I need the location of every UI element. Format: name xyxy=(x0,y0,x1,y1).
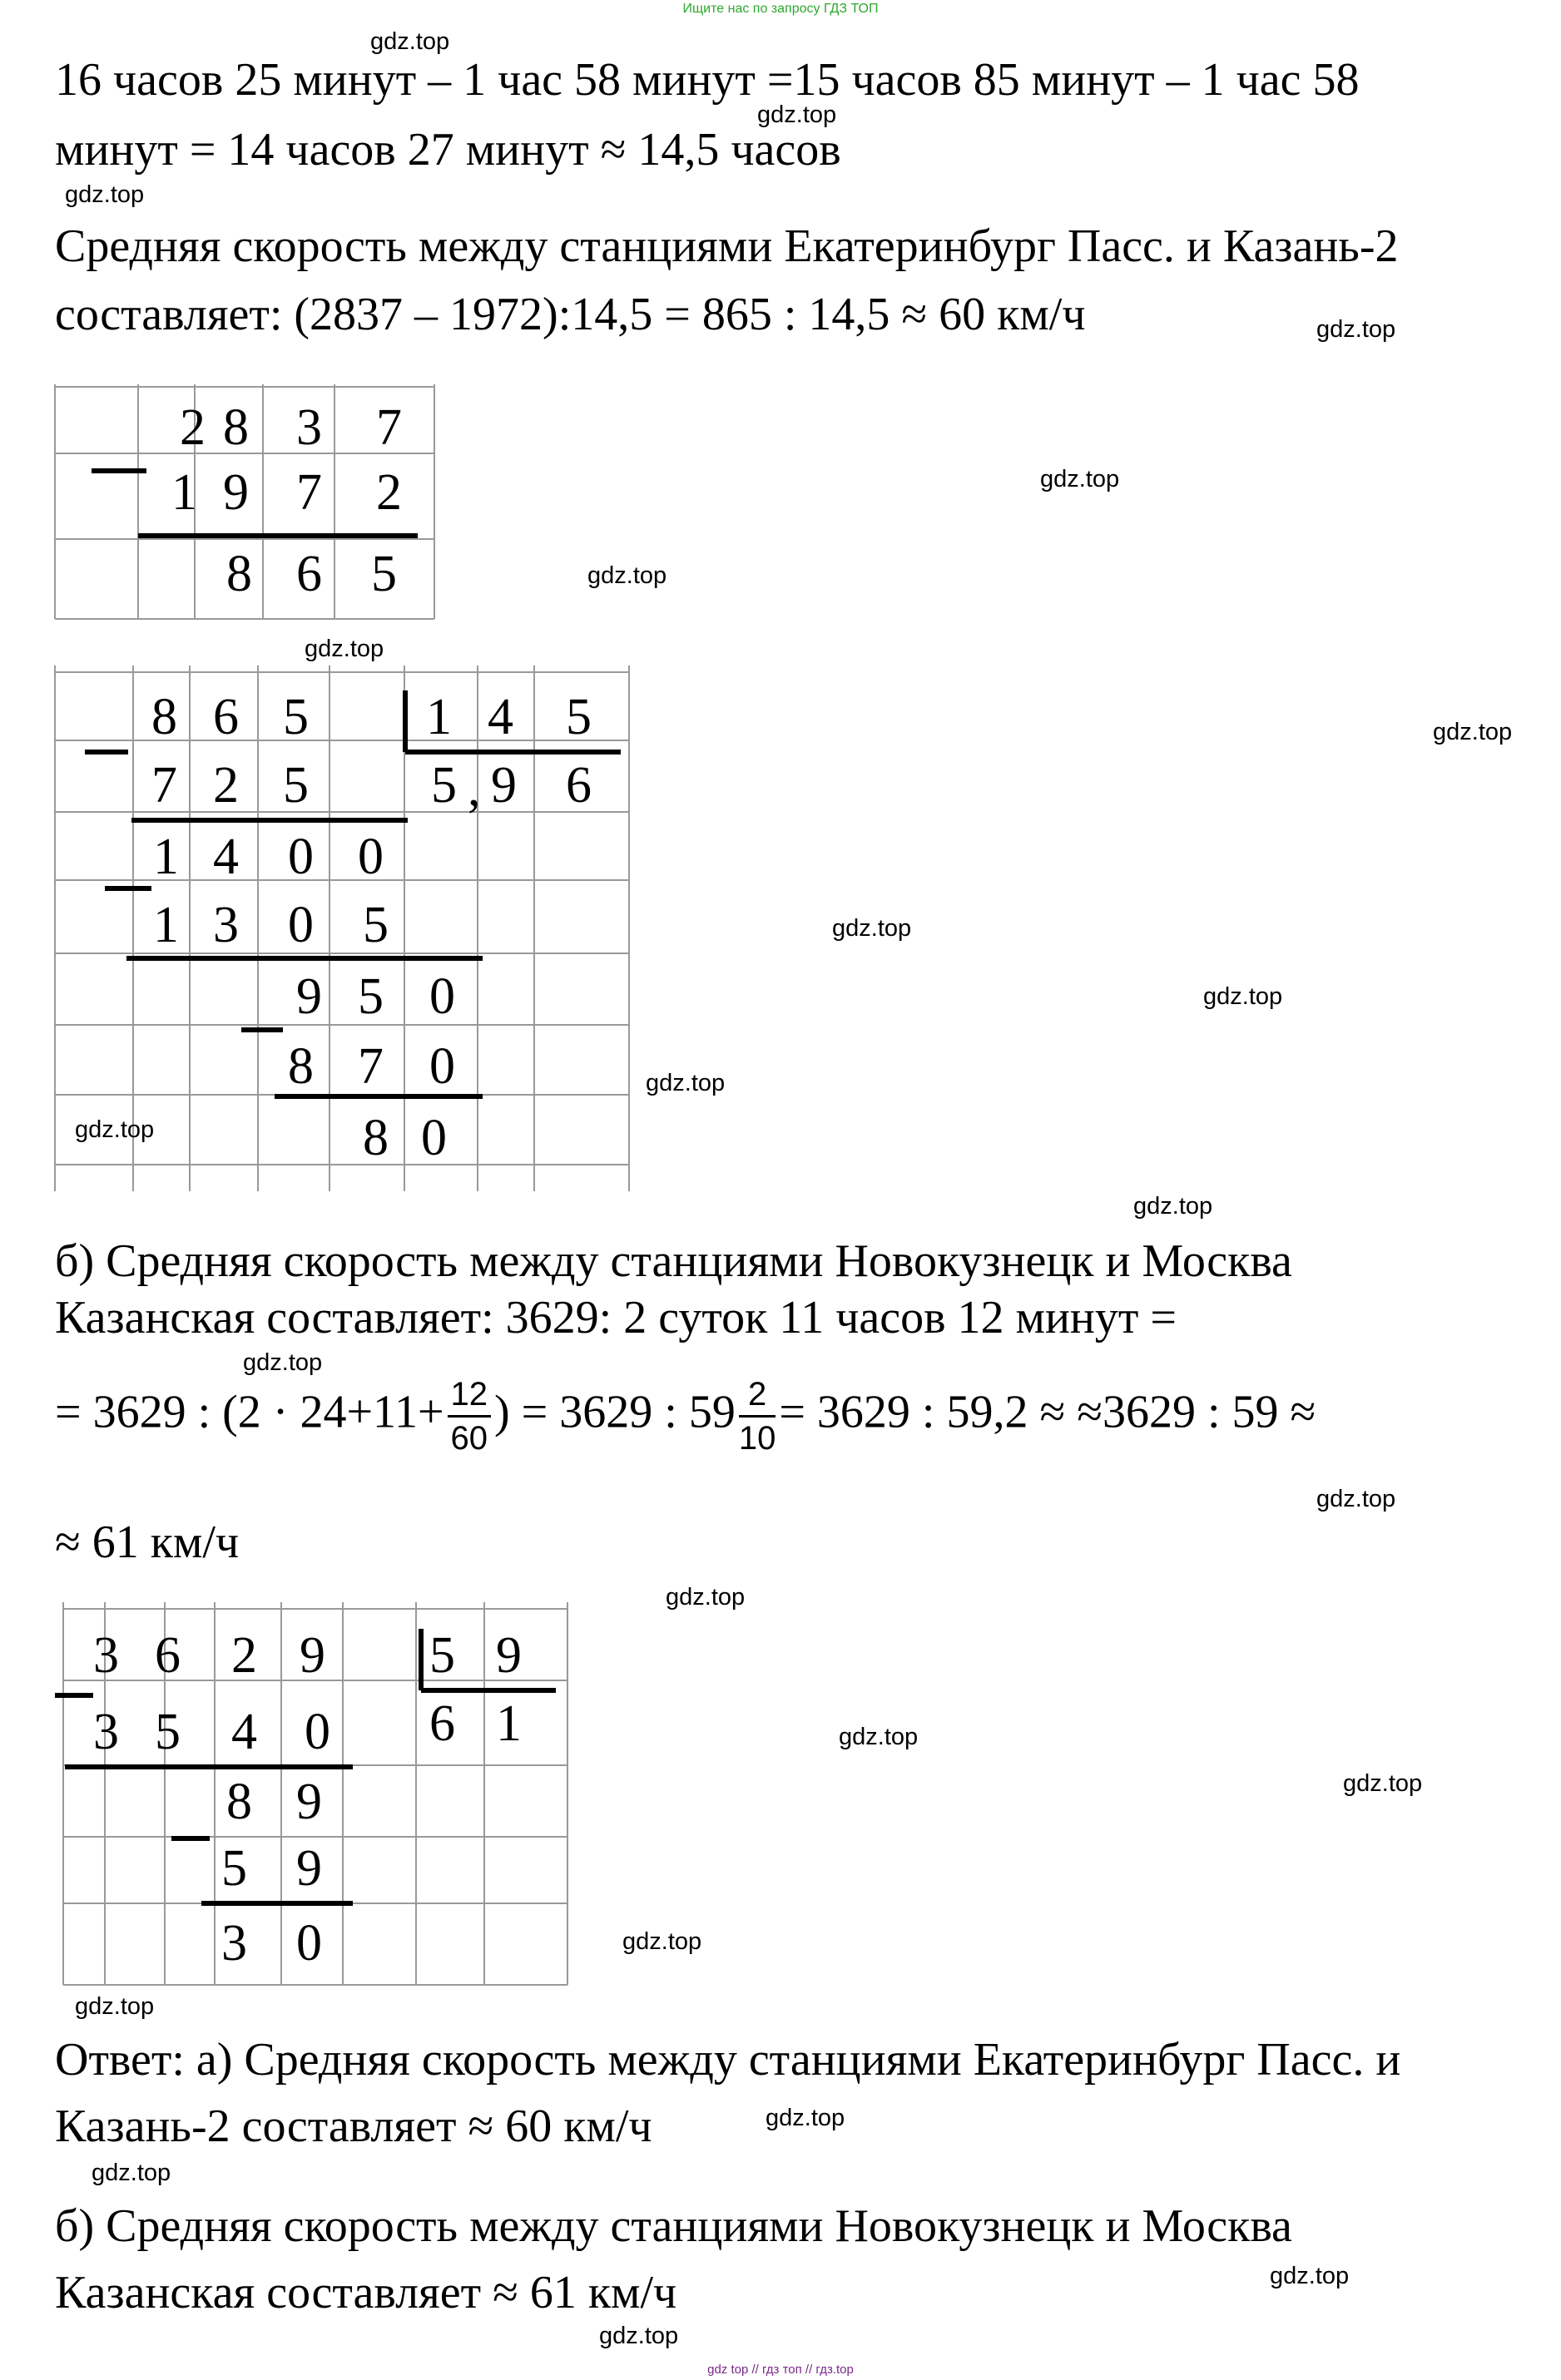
formula-part-3: = 3629 : 59,2 ≈ ≈3629 : 59 ≈ xyxy=(779,1386,1316,1438)
minuend-digits xyxy=(180,399,402,456)
digit: 7 xyxy=(358,1038,384,1095)
digit: 0 xyxy=(421,1110,447,1166)
digit: 9 xyxy=(223,464,249,521)
digit: 3 xyxy=(296,399,322,456)
subtrahend-digits xyxy=(171,464,402,521)
watermark: gdz.top xyxy=(832,915,912,942)
digit: 5 xyxy=(363,897,389,953)
digit: 9 xyxy=(296,968,322,1025)
digit: 8 xyxy=(151,689,177,745)
watermark: gdz.top xyxy=(757,101,837,128)
digit: 1 xyxy=(171,464,197,521)
digit: , xyxy=(468,760,481,817)
digit: 2 xyxy=(213,757,239,814)
watermark: gdz.top xyxy=(622,1928,702,1955)
fraction-12-60 xyxy=(448,1377,492,1456)
digit: 0 xyxy=(429,1038,455,1095)
formula-line xyxy=(55,1377,1316,1456)
digit: 0 xyxy=(305,1704,330,1760)
formula-part-2: ) = 3629 : 59 xyxy=(494,1386,736,1438)
digit: 1 xyxy=(153,897,179,953)
digit: 2 xyxy=(376,464,402,521)
digit: 5 xyxy=(429,1627,455,1684)
watermark: gdz.top xyxy=(75,1116,155,1143)
digit: 1 xyxy=(153,829,179,885)
watermark: gdz.top xyxy=(370,28,450,55)
text-line-1: 16 часов 25 минут – 1 час 58 минут =15 часов 85 минут – 1 час 58 xyxy=(55,54,1360,106)
watermark: gdz.top xyxy=(646,1070,726,1096)
text-line-5: б) Средняя скорость между станциями Новокузнецк и Москва xyxy=(55,1235,1292,1287)
bottom-banner[interactable]: gdz top // гдз топ // гдз.top xyxy=(707,2363,854,2377)
digit: 5 xyxy=(283,689,309,745)
difference-digits xyxy=(226,546,397,602)
digit: 2 xyxy=(231,1627,257,1684)
watermark: gdz.top xyxy=(766,2105,845,2131)
watermark: gdz.top xyxy=(1343,1770,1423,1797)
watermark: gdz.top xyxy=(1270,2263,1350,2289)
division-grid-2 xyxy=(63,1602,579,1993)
digit: 0 xyxy=(288,897,314,953)
watermark: gdz.top xyxy=(305,636,384,662)
watermark: gdz.top xyxy=(839,1724,919,1750)
digit: 8 xyxy=(363,1110,389,1166)
digit: 8 xyxy=(226,1774,252,1830)
digit: 3 xyxy=(221,1915,247,1972)
digit: 7 xyxy=(296,464,322,521)
digit: 0 xyxy=(358,829,384,885)
answer-line-1: Ответ: а) Средняя скорость между станциями Екатеринбург Пасс. и xyxy=(55,2034,1401,2086)
digit: 6 xyxy=(155,1627,181,1684)
digit: 4 xyxy=(231,1704,257,1760)
text-line-3: Средняя скорость между станциями Екатеринбург Пасс. и Казань-2 xyxy=(55,220,1399,272)
digit: 5 xyxy=(283,757,309,814)
watermark: gdz.top xyxy=(1133,1193,1213,1220)
digit: 7 xyxy=(376,399,402,456)
digit: 6 xyxy=(213,689,239,745)
fraction-denominator: 60 xyxy=(450,1420,488,1457)
fraction-numerator: 12 xyxy=(448,1377,492,1418)
watermark: gdz.top xyxy=(587,562,667,589)
digit: 9 xyxy=(296,1840,322,1897)
digit: 0 xyxy=(429,968,455,1025)
digit: 0 xyxy=(288,829,314,885)
watermark: gdz.top xyxy=(1316,1486,1396,1512)
digit: 9 xyxy=(296,1774,322,1830)
text-line-8: ≈ 61 км/ч xyxy=(55,1517,240,1568)
digit: 8 xyxy=(288,1038,314,1095)
digit: 0 xyxy=(296,1915,322,1972)
digit: 5 xyxy=(431,757,457,814)
digit: 8 xyxy=(226,546,252,602)
digit: 5 xyxy=(155,1704,181,1760)
fraction-2-10 xyxy=(739,1377,776,1456)
formula-part-1: = 3629 : (2 · 24+11+ xyxy=(55,1386,444,1438)
digit: 4 xyxy=(213,829,239,885)
answer-line-2: Казань-2 составляет ≈ 60 км/ч xyxy=(55,2100,652,2152)
digit: 5 xyxy=(566,689,592,745)
watermark: gdz.top xyxy=(1040,466,1120,492)
digit: 1 xyxy=(426,689,452,745)
watermark: gdz.top xyxy=(243,1349,323,1376)
text-line-6: Казанская составляет: 3629: 2 суток 11 часов 12 минут = xyxy=(55,1292,1177,1343)
watermark: gdz.top xyxy=(599,2323,679,2349)
watermark: gdz.top xyxy=(1433,719,1513,745)
fraction-numerator: 2 xyxy=(739,1377,776,1418)
digit: 3 xyxy=(213,897,239,953)
top-banner[interactable]: Ищите нас по запросу ГДЗ ТОП xyxy=(682,2,879,16)
watermark: gdz.top xyxy=(65,181,145,208)
digit: 6 xyxy=(429,1695,455,1752)
watermark: gdz.top xyxy=(92,2160,171,2186)
watermark: gdz.top xyxy=(1203,983,1283,1010)
digit: 5 xyxy=(358,968,384,1025)
digit: 9 xyxy=(491,757,517,814)
fraction-denominator: 10 xyxy=(738,1420,776,1457)
answer-line-3: б) Средняя скорость между станциями Новокузнецк и Москва xyxy=(55,2200,1292,2252)
digit: 7 xyxy=(151,757,177,814)
digit: 3 xyxy=(93,1704,119,1760)
digit: 2 xyxy=(180,399,206,456)
digit: 5 xyxy=(221,1840,247,1897)
digit: 6 xyxy=(296,546,322,602)
text-line-2: минут = 14 часов 27 минут ≈ 14,5 часов xyxy=(55,124,841,176)
watermark: gdz.top xyxy=(75,1993,155,2020)
subtraction-grid xyxy=(55,384,438,626)
digit: 4 xyxy=(488,689,513,745)
answer-line-4: Казанская составляет ≈ 61 км/ч xyxy=(55,2267,677,2318)
digit: 9 xyxy=(300,1627,325,1684)
digit: 1 xyxy=(496,1695,522,1752)
watermark: gdz.top xyxy=(1316,316,1396,343)
digit: 3 xyxy=(93,1627,119,1684)
text-line-4: составляет: (2837 – 1972):14,5 = 865 : 14,5 ≈ 60 км/ч xyxy=(55,289,1086,340)
digit: 6 xyxy=(566,757,592,814)
digit: 5 xyxy=(371,546,397,602)
watermark: gdz.top xyxy=(666,1584,746,1611)
digit: 9 xyxy=(496,1627,522,1684)
digit: 8 xyxy=(223,399,249,456)
